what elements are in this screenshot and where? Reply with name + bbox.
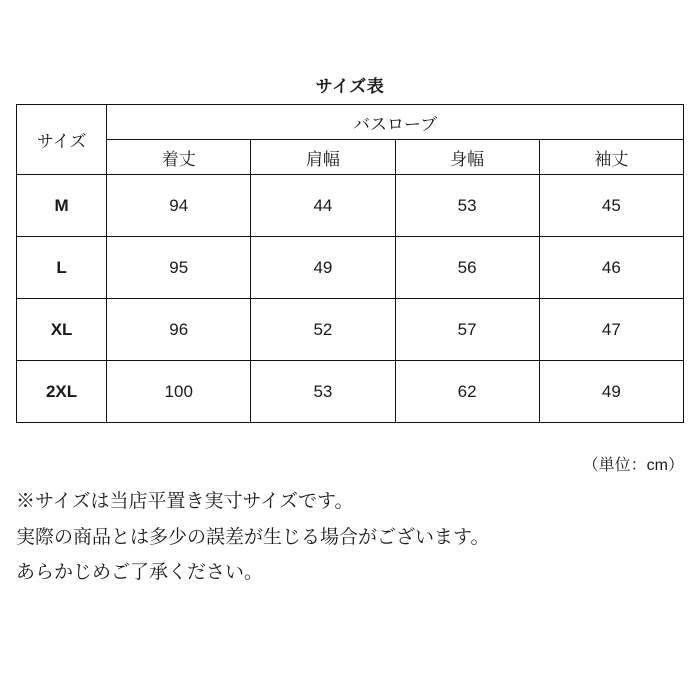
row-size-label: XL — [17, 299, 107, 361]
table-row — [17, 175, 684, 237]
table-row — [17, 299, 684, 361]
row-size-label: 2XL — [17, 361, 107, 423]
notes-block — [16, 488, 684, 595]
cell-length: 94 — [107, 175, 251, 237]
header-size: サイズ — [17, 105, 107, 175]
header-measure-sleeve: 袖丈 — [539, 140, 683, 175]
cell-sleeve: 45 — [539, 175, 683, 237]
size-table — [16, 104, 684, 423]
cell-chest: 57 — [395, 299, 539, 361]
row-size-label: M — [17, 175, 107, 237]
cell-shoulder: 49 — [251, 237, 395, 299]
table-row — [17, 237, 684, 299]
cell-sleeve: 49 — [539, 361, 683, 423]
header-measure-length: 着丈 — [107, 140, 251, 175]
table-row — [17, 361, 684, 423]
cell-sleeve: 46 — [539, 237, 683, 299]
cell-length: 100 — [107, 361, 251, 423]
row-size-label: L — [17, 237, 107, 299]
cell-chest: 62 — [395, 361, 539, 423]
cell-chest: 56 — [395, 237, 539, 299]
cell-length: 95 — [107, 237, 251, 299]
cell-sleeve: 47 — [539, 299, 683, 361]
cell-chest: 53 — [395, 175, 539, 237]
cell-length: 96 — [107, 299, 251, 361]
header-measure-chest: 身幅 — [395, 140, 539, 175]
note-line-2: 実際の商品とは多少の誤差が生じる場合がございます。 — [16, 526, 490, 548]
unit-note: （単位：cm） — [582, 457, 684, 474]
cell-shoulder: 53 — [251, 361, 395, 423]
note-line-3: あらかじめご了承ください。 — [16, 562, 264, 584]
note-line-1: ※サイズは当店平置き実寸サイズです。 — [16, 491, 354, 512]
header-measure-shoulder: 肩幅 — [251, 140, 395, 175]
table-header-row-measures — [17, 140, 684, 175]
cell-shoulder: 52 — [251, 299, 395, 361]
page-title: サイズ表 — [315, 77, 385, 96]
cell-shoulder: 44 — [251, 175, 395, 237]
header-group-bathrobe: バスローブ — [107, 105, 684, 140]
table-header-row-group — [17, 105, 684, 140]
